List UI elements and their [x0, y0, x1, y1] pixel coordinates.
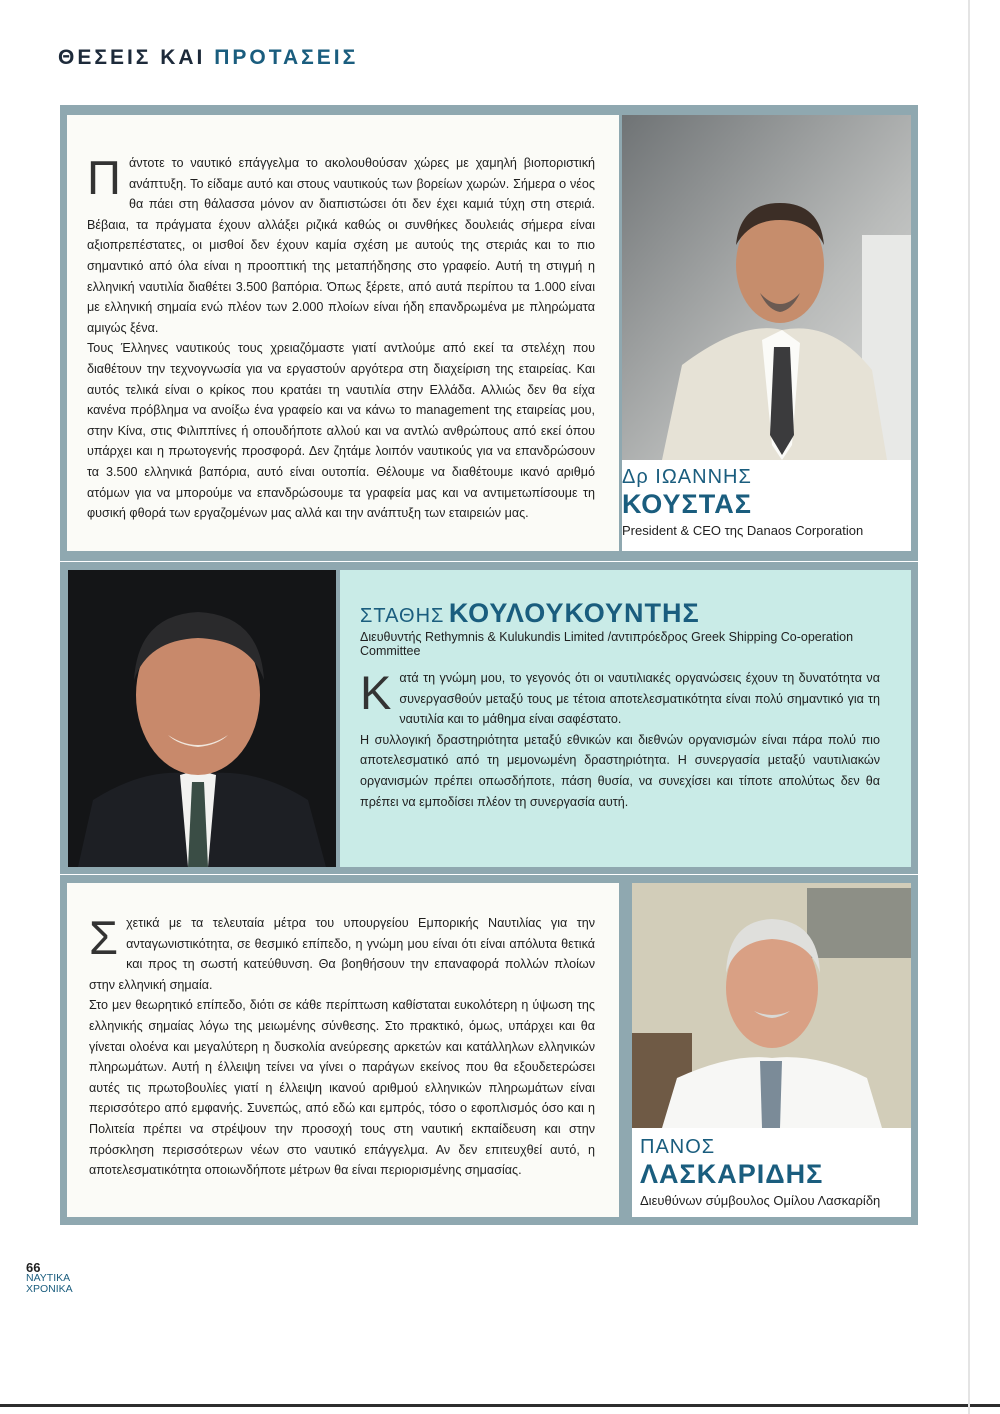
section2-text-panel — [340, 570, 911, 867]
koustas-first-name: Δρ ΙΩΑΝΝΗΣ — [622, 466, 752, 488]
kouloukountis-last-name: ΚΟΥΛΟΥΚΟΥΝΤΗΣ — [448, 598, 700, 628]
magazine-name-line1: ΝΑΥΤΙΚΑ — [26, 1272, 71, 1284]
header-part1: ΘΕΣΕΙΣ ΚΑΙ — [58, 46, 206, 69]
koustas-last-name: ΚΟΥΣΤΑΣ — [622, 489, 752, 519]
section2-dropcap: Κ — [360, 666, 392, 719]
portrait-laskaridis — [632, 883, 911, 1128]
bottom-rule — [0, 1404, 1000, 1407]
section2-paragraph-1: ατά τη γνώμη μου, το γεγονός ότι οι ναυτιλιακές οργανώσεις έχουν τη δυνατότητα να συνεργασθούν μεταξύ τους με τέτοια αποτελεσματικότητα είναι πολύ σημαντικό για τη ναυτιλία και το μάθημα είναι σαφέστατο. — [399, 671, 880, 727]
portrait-laskaridis-figure — [632, 883, 911, 1128]
section1-paragraph-2: Τους Έλληνες ναυτικούς τους χρειαζόμαστε γιατί αντλούμε από εκεί τα στελέχη που διαθέτουν την τεχνογνωσία για να εργαστούν αργότερα στη διαχείριση της εταιρείας. Και αυτός τελικά είναι ο κρίκος που κρατάει τη ναυτιλία στην Ελλάδα. Αλλιώς δεν θα είχα κανένα πρόβλημα να ανοίξω ένα γραφείο και να κάνω το management της εταιρείας μου, στην Κίνα, στις Φιλιππίνες ή οπουδήποτε αλλού και να αντλώ ανθρώπους από εκεί όπου υπάρχει και η πρωτογενής προσφορά. Δεν ζητάμε λοιπόν ναυτικούς για να επανδρώσουν τα 3.500 ελληνικά βαπόρια, αυτό είναι ουτοπία. Θέλουμε να διαθέτουμε ικανό αριθμό ατόμων για να μπορούμε να επανδρώσουμε τα γραφεία μας και να αντιμετωπίσουμε τη φυσική φθορά των εργαζομένων μας αλλά και την ανάπτυξη των εταιρειών μας. — [87, 341, 595, 521]
section1-body — [87, 153, 595, 524]
section3-text-panel — [67, 883, 619, 1217]
kouloukountis-role: Διευθυντής Rethymnis & Kulukundis Limited /αντιπρόεδρος Greek Shipping Co-operation Committee — [360, 630, 854, 658]
portrait-kouloukountis — [68, 570, 336, 867]
section-header — [58, 46, 358, 70]
page-number: 66 — [26, 1260, 41, 1275]
portrait-koustas-figure — [622, 115, 911, 460]
section1-dropcap: Π — [87, 151, 121, 204]
laskaridis-role: Διευθύνων σύμβουλος Ομίλου Λασκαρίδη — [640, 1193, 881, 1208]
section1-paragraph-1: άντοτε το ναυτικό επάγγελμα το ακολουθούσαν χώρες με χαμηλή βιοποριστική ανάπτυξη. Το είδαμε αυτό και στους ναυτικούς των βορείων χωρών. Σήμερα ο νέος θα πάει στη θάλασσα μόνον αν διαπιστώσει ότι δεν έχει καμιά τύχη στη στεριά. Βέβαια, τα πράγματα έχουν αλλάξει ριζικά καθώς οι συνθήκες δουλειάς σήμερα είναι αξιοπρεπέστατες, οι μισθοί δεν έχουν καμία σχέση με αυτούς της στεριάς και το πιο σημαντικό από όλα είναι η προοπτική της μεταπήδησης στο γραφείο. Αυτή τη στιγμή η ελληνική ναυτιλία διαθέτει 3.500 βαπόρια. Όπως ξέρετε, από αυτά περίπου τα 1.000 είναι με ελληνική σημαία ενώ πλέον των 2.000 πλοίων είναι ήδη επανδρωμένα με πληρώματα αμιγώς ξένα. — [87, 156, 595, 335]
section3-caption — [632, 1128, 911, 1217]
koustas-role: President & CEO της Danaos Corporation — [622, 523, 864, 538]
header-part2: ΠΡΟΤΑΣΕΙΣ — [214, 46, 359, 69]
laskaridis-last-name: ΛΑΣΚΑΡΙΔΗΣ — [640, 1159, 824, 1189]
section3-dropcap: Σ — [89, 911, 119, 964]
section3-paragraph-2: Στο μεν θεωρητικό επίπεδο, διότι σε κάθε περίπτωση καθίσταται ευκολότερη η ύψωση της ελληνικής σημαίας λόγω της μειωμένης σύνθεσης. Στο πρακτικό, όμως, υπάρχει και θα γίνεται ολοένα και μεγαλύτερη η δυσκολία ανεύρεσης αρκετών και κατάλληλων ελληνικών πληρωμάτων. Αυτή η έλλειψη τείνει να γίνει ο παράγων εκείνος που θα εξουδετερώσει αυτές τις πρωτοβουλίες γιατί η έλλειψη ικανού αριθμού ελληνικών πληρωμάτων είναι περισσότερο από εμφανής. Συνεπώς, από εδώ και εμπρός, τόσο ο εφοπλισμός όσο και η Πολιτεία πρέπει να στρέψουν την προσοχή τους στη ναυτική εκπαίδευση και στην πρόσκληση περισσότερων νέων στο ναυτικό επάγγελμα. Αν δεν επιτευχθεί αυτό, η αποτελεσματικότητα οποιωνδήποτε μέτρων θα είναι περιορισμένης σημασίας. — [89, 998, 595, 1178]
section2-body — [360, 668, 880, 812]
section3-body — [89, 913, 595, 1181]
kouloukountis-first-name: ΣΤΑΘΗΣ — [360, 605, 445, 627]
page-footer — [26, 1262, 73, 1295]
section3-paragraph-1: χετικά με τα τελευταία μέτρα του υπουργείου Εμπορικής Ναυτιλίας για την ανταγωνιστικότητα, σε θεσμικό επίπεδο, η γνώμη μου είναι ότι είναι απόλυτα θετικά και προς τη σωστή κατεύθυνση. Θα βοηθήσουν την επαναφορά πολλών πλοίων στην ελληνική σημαία. — [89, 916, 595, 992]
portrait-koustas — [622, 115, 911, 460]
magazine-name-line2: ΧΡΟΝΙΚΑ — [26, 1283, 73, 1295]
section2-paragraph-2: Η συλλογική δραστηριότητα μεταξύ εθνικών και διεθνών οργανισμών είναι πάρα πολύ πιο αποτελεσματικό από τη μεμονωμένη δραστηριότητα. Η συνεργασία μεταξύ ναυτιλιακών οργανισμών πρέπει οπωσδήποτε, πάση θυσία, να συνεχίσει και τίποτε απολύτως δεν θα πρέπει να εμποδίσει πλέον τη συνεργασία αυτή. — [360, 732, 880, 809]
laskaridis-first-name: ΠΑΝΟΣ — [640, 1136, 716, 1158]
section1-text-panel — [67, 115, 619, 551]
portrait-kouloukountis-figure — [68, 570, 336, 867]
section1-caption — [622, 460, 911, 551]
right-edge — [968, 0, 970, 1414]
